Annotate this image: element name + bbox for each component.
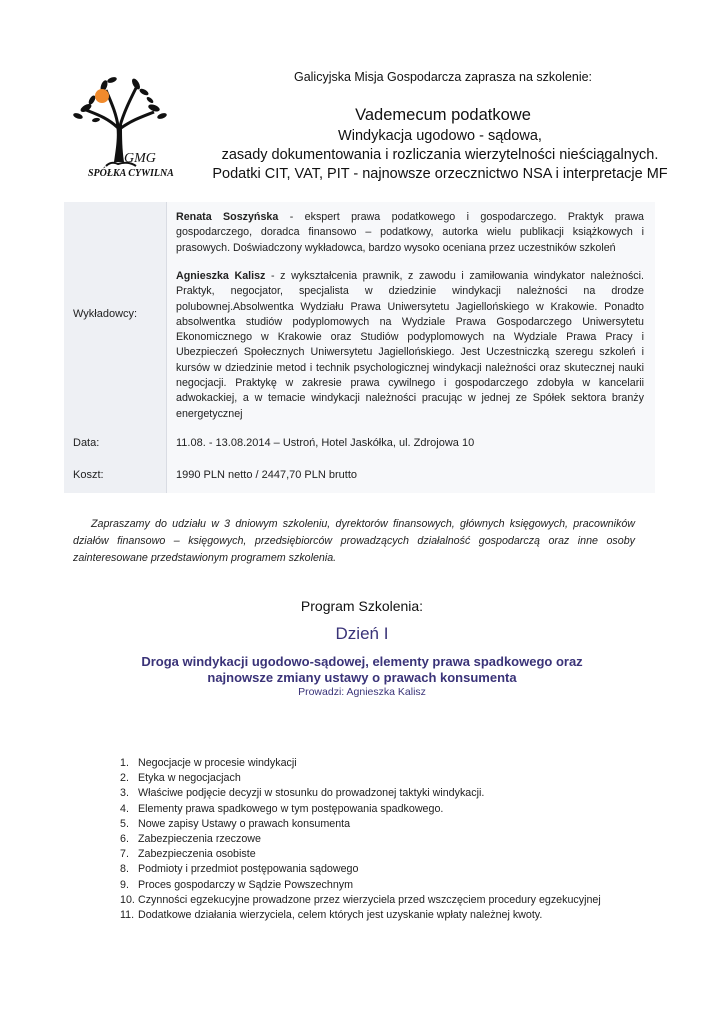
agenda-item [120, 756, 680, 771]
agenda-item-number: 11. [120, 909, 135, 922]
lecturer-name: Agnieszka Kalisz [176, 270, 266, 282]
subtitle-line: zasady dokumentowania i rozliczania wierzytelności nieściągalnych. [221, 147, 659, 163]
agenda-item-number: 9. [120, 878, 129, 891]
lecturer-bio-text: - z wykształcenia prawnik, z zawodu i zamiłowania windykator należności. Praktyk, negocjator, specjalista w dziedzinie windykacji należności na drodze polubownej.Absolwentka Wydziału Prawa Uniwersytetu Jagiellońskiego w Krakowie. Ponadto absolwentka studiów podyplomowych na Wydziale Prawa Gospodarczego Uniwersytetu Ekonomicznego w Krakowie oraz Studiów podyplomowych na Wydziale Prawa Pracy i Ubezpieczeń Społecznych Uniwersytetu Jagiellońskiego. Jest Uczestniczką szeregu szkoleń i kursów w dziedzinie metod i technik psychologicznej windykacji należności oraz skutecznej nauki negocjacji. Praktykę w zakresie prawa cywilnego i gospodarczego zdobyła w kancelarii adwokackiej, a w temacie windykacji należności pracując w jednej ze Spółek sektora branży energetycznej [176, 270, 644, 420]
agenda-item-number: 2. [120, 772, 129, 785]
lecturer-bio [176, 269, 644, 422]
agenda-item-number: 5. [120, 817, 129, 830]
agenda-item [120, 893, 680, 908]
subtitle-line: Podatki CIT, VAT, PIT - najnowsze orzecznictwo NSA i interpretacje MF [212, 166, 668, 182]
agenda-item-text: Zabezpieczenia osobiste [138, 848, 256, 861]
agenda-item-number: 1. [120, 757, 129, 769]
agenda-item-number: 4. [120, 802, 129, 815]
agenda-item [120, 878, 680, 893]
tree-logo-icon [66, 70, 176, 180]
agenda-item [120, 832, 680, 847]
agenda-item [120, 862, 680, 877]
agenda-item [120, 786, 680, 801]
agenda-item-number: 6. [120, 833, 129, 846]
agenda-item [120, 771, 680, 786]
agenda-item [120, 847, 680, 862]
agenda-item-text: Dodatkowe działania wierzyciela, celem których jest uzyskanie wpłaty należnej kwoty. [138, 909, 543, 922]
agenda-item-number: 3. [120, 787, 129, 800]
agenda-item-text: Czynności egzekucyjne prowadzone przez wierzyciela przed wszczęciem procedury egzekucyjnej [138, 893, 601, 906]
date-label: Data: [73, 437, 100, 449]
day-heading: Dzień I [335, 624, 389, 643]
date-value: 11.08. - 13.08.2014 – Ustroń, Hotel Jaskółka, ul. Zdrojowa 10 [176, 437, 475, 449]
invitation-line: Galicyjska Misja Gospodarcza zaprasza na szkolenie: [293, 70, 593, 84]
info-table [64, 202, 655, 493]
agenda-item-text: Proces gospodarczy w Sądzie Powszechnym [138, 878, 354, 891]
agenda-item [120, 908, 680, 923]
lecturer-bio [176, 210, 644, 256]
logo-brand-name: SPÓŁKA CYWILNA [88, 168, 174, 179]
agenda-item-text: Zabezpieczenia rzeczowe [138, 833, 261, 846]
agenda-item-number: 10. [120, 893, 135, 906]
lecturer-name: Renata Soszyńska [176, 211, 279, 223]
subtitle-line: Windykacja ugodowo - sądowa, [338, 128, 542, 144]
topic-line: Droga windykacji ugodowo-sądowej, elementy prawa spadkowego oraz [141, 654, 583, 669]
topic-line: najnowsze zmiany ustawy o prawach konsumenta [207, 670, 517, 685]
company-logo [66, 70, 176, 180]
lecturers-label: Wykładowcy: [73, 308, 138, 320]
agenda-item [120, 817, 680, 832]
cost-value: 1990 PLN netto / 2447,70 PLN brutto [176, 469, 358, 481]
cost-label: Koszt: [73, 469, 104, 481]
lecturer-bio-text: - ekspert prawa podatkowego i gospodarczego. Praktyk prawa gospodarczego, doradca finansowo – podatkowy, autorka wielu publikacji książkowych i prasowych. Doświadczony wykładowca, bardzo wysoko oceniana przez uczestników szkoleń [176, 211, 644, 254]
agenda-item-text: Właściwe podjęcie decyzji w stosunku do prowadzonej taktyki windykacji. [138, 787, 485, 800]
agenda-item-text: Elementy prawa spadkowego w tym postępowania spadkowego. [138, 802, 444, 815]
agenda-item-number: 7. [120, 848, 129, 861]
logo-brand-letters: GMG [124, 151, 156, 166]
session-lecturer: Prowadzi: Agnieszka Kalisz [298, 686, 426, 698]
column-divider [166, 202, 167, 493]
orange-fruit-icon [95, 89, 109, 103]
agenda-item-text: Nowe zapisy Ustawy o prawach konsumenta [138, 817, 351, 830]
invitation-paragraph: Zapraszamy do udziału w 3 dniowym szkoleniu, dyrektorów finansowych, głównych księgowych, pracowników działów finansowo – księgowych, przedsiębiorców prowadzących działalność gospodarczą oraz inne osoby zainteresowane przedstawionym programem szkolenia. [73, 518, 635, 564]
document-title: Vademecum podatkowe [355, 106, 531, 124]
agenda-item-number: 8. [120, 863, 129, 876]
program-heading: Program Szkolenia: [300, 598, 424, 614]
agenda-item [120, 802, 680, 817]
agenda-item-text: Podmioty i przedmiot postępowania sądowego [138, 863, 359, 876]
agenda-list [120, 756, 680, 923]
agenda-item-text: Negocjacje w procesie windykacji [138, 757, 297, 769]
agenda-item-text: Etyka w negocjacjach [138, 772, 241, 785]
